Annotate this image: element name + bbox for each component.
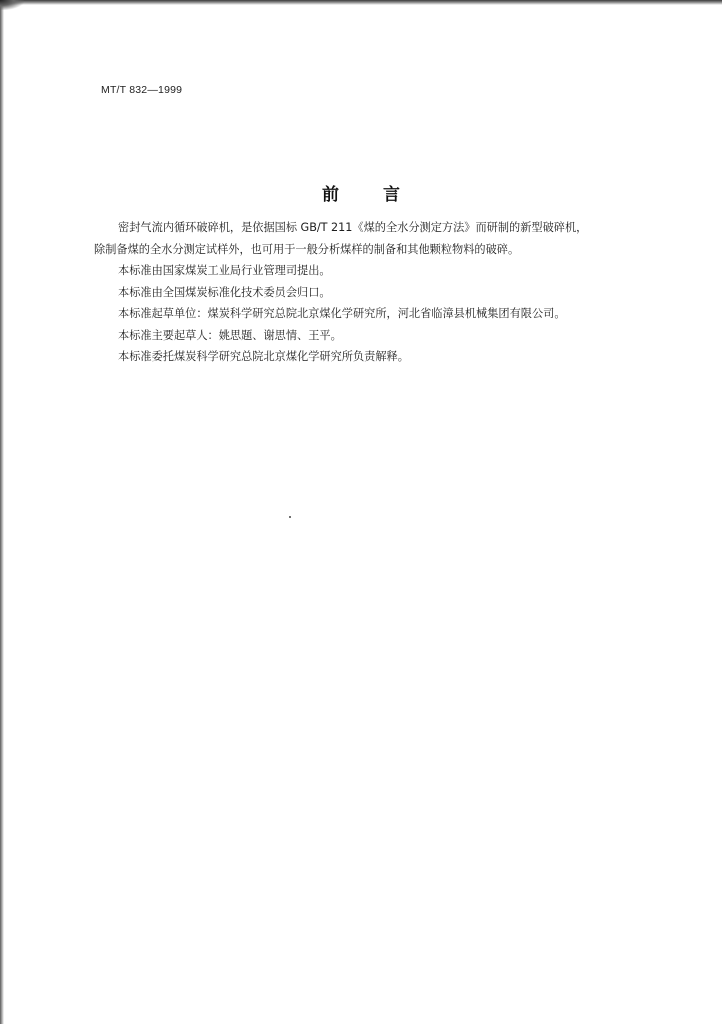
scan-edge-top <box>0 0 722 5</box>
scan-corner-shadow <box>0 0 24 10</box>
standard-code: MT/T 832—1999 <box>101 84 183 96</box>
paragraph-line: 本标准由国家煤炭工业局行业管理司提出。 <box>118 264 331 277</box>
paragraph-line: 本标准由全国煤炭标准化技术委员会归口。 <box>118 285 331 299</box>
paragraph-line: 本标准主要起草人：姚思题、谢思情、王平。 <box>118 328 342 342</box>
scan-speck <box>289 516 291 518</box>
page-title <box>0 180 722 205</box>
paragraph-line: 本标准委托煤炭科学研究总院北京煤化学研究所负责解释。 <box>118 350 409 363</box>
title-char-2: 言 <box>383 185 400 205</box>
paragraph-line: 本标准起草单位：煤炭科学研究总院北京煤化学研究所，河北省临漳县机械集团有限公司。 <box>118 307 566 320</box>
foreword-body <box>96 217 662 368</box>
title-char-1: 前 <box>322 185 339 205</box>
scan-edge-left <box>0 0 4 1024</box>
paragraph-line: 除制备煤的全水分测定试样外，也可用于一般分析煤样的制备和其他颗粒物料的破碎。 <box>94 242 520 256</box>
paragraph-line: 密封气流内循环破碎机，是依据国标 GB/T 211《煤的全水分测定方法》而研制的新型破碎机， <box>118 221 588 234</box>
